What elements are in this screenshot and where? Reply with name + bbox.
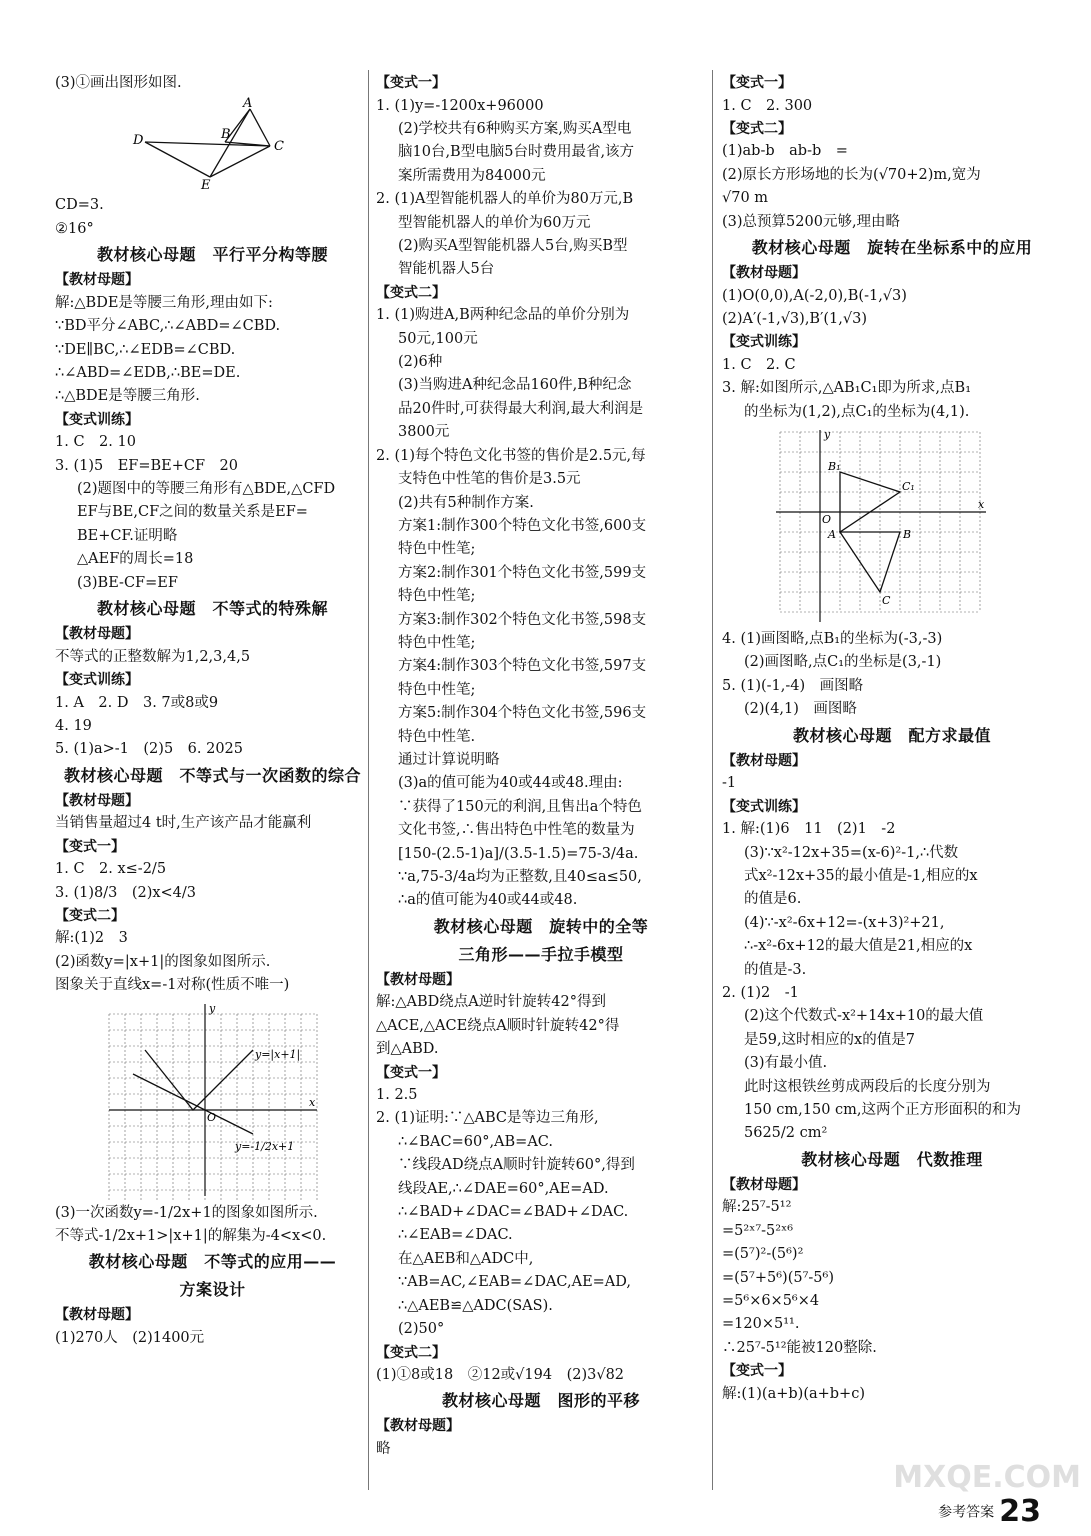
answer-line: =(5⁷+5⁶)(5⁷-5⁶) [722, 1269, 834, 1286]
answer-line: 此时这根铁丝剪成两段后的长度分别为 [744, 1078, 991, 1095]
answer-line: 150 cm,150 cm,这两个正方形面积的和为 [744, 1101, 1022, 1118]
answer-line: BE+CF.证明略 [77, 527, 178, 544]
answer-line: ∴△AEB≌△ADC(SAS). [398, 1297, 553, 1314]
answer-line: 50元,100元 [398, 330, 478, 347]
point-label-c: C [882, 594, 891, 608]
answer-line: 的值是6. [744, 891, 802, 908]
section-tag: 【变式训练】 [55, 672, 139, 688]
answer-line: 通过计算说明略 [398, 751, 500, 768]
answer-line: 的值是-3. [744, 961, 807, 978]
answer-line: 是59,这时相应的x的值是7 [744, 1031, 915, 1048]
answer-line: 品20件时,可获得最大利润,最大利润是 [398, 400, 644, 417]
answer-line: (2)(4,1) 画图略 [744, 701, 857, 718]
answer-line: 4. 19 [55, 717, 92, 734]
answer-line: 方案5:制作304个特色文化书签,596支 [398, 705, 647, 722]
answer-line: ∵a,75-3/4a均为正整数,且40≤a≤50, [398, 869, 642, 885]
point-label-c1: C₁ [902, 480, 915, 494]
section-tag: 【教材母题】 [722, 265, 806, 282]
point-label-b: B [221, 127, 231, 143]
answer-line: =5²ˣ⁷-5²ˣ⁶ [722, 1222, 794, 1239]
section-tag: 【变式二】 [722, 120, 792, 137]
answer-line: △AEF的周长=18 [77, 551, 194, 568]
section-tag: 【变式一】 [722, 1363, 792, 1380]
answer-line: 5625/2 cm² [744, 1125, 828, 1142]
answer-line: ∵DE∥BC,∴∠EDB=∠CBD. [55, 341, 236, 358]
answer-line: 1. 解:(1)6 11 (2)1 -2 [722, 821, 896, 838]
answer-line: 案所需费用为84000元 [398, 167, 546, 184]
answer-line: (1)O(0,0),A(-2,0),B(-1,√3) [722, 287, 907, 304]
answer-line: (2)原长方形场地的长为(√70+2)m,宽为 [722, 166, 981, 183]
axis-label-y: y [209, 1001, 216, 1015]
answer-line: 型智能机器人的单价为60万元 [398, 214, 591, 231]
answer-line: 解:△BDE是等腰三角形,理由如下: [55, 294, 273, 311]
answer-line: 不等式的正整数解为1,2,3,4,5 [55, 648, 251, 665]
answer-line: (2)购买A型智能机器人5台,购买B型 [398, 237, 628, 254]
section-heading: 教材核心母题 旋转中的全等 [433, 916, 649, 936]
answer-line: 智能机器人5台 [398, 261, 495, 278]
section-heading: 教材核心母题 不等式与一次函数的综合 [63, 765, 361, 785]
origin-label: O [822, 513, 832, 527]
answer-line: 3. (1)5 EF=BE+CF 20 [55, 457, 238, 474]
section-tag: 【变式一】 [722, 75, 792, 91]
answer-line: ∴∠EAB=∠DAC. [398, 1227, 513, 1244]
section-heading: 教材核心母题 代数推理 [801, 1149, 983, 1169]
answer-line: (3)①画出图形如图. [55, 75, 182, 91]
answer-line: ②16° [55, 220, 94, 237]
section-tag: 【变式训练】 [55, 411, 139, 428]
answer-line: (2)50° [398, 1321, 445, 1338]
answer-line: 2. (1)2 -1 [722, 984, 799, 1001]
answer-line: √70 m [722, 190, 769, 207]
point-label-b1: B₁ [828, 460, 841, 474]
axis-label-x: x [309, 1095, 316, 1109]
footer-label: 参考答案 [938, 1504, 995, 1521]
answer-line: ∴∠BAC=60°,AB=AC. [398, 1133, 553, 1150]
answer-line: 特色中性笔. [398, 728, 476, 745]
answer-line: 1. (1)购进A,B两种纪念品的单价分别为 [376, 307, 630, 324]
section-heading: 方案设计 [179, 1280, 246, 1300]
answer-line: (1)270人 (2)1400元 [55, 1329, 205, 1346]
point-label-d: D [133, 133, 144, 149]
answer-line: 文化书签,∴售出特色中性笔的数量为 [398, 822, 635, 839]
watermark-stamp: MXQE.COM [893, 1460, 1081, 1495]
answer-line: (3)BE-CF=EF [77, 574, 178, 591]
answer-line: ∴a的值可能为40或44或48. [398, 892, 578, 909]
answer-line: 不等式-1/2x+1>|x+1|的解集为-4<x<0. [55, 1228, 327, 1245]
answer-column-2 [376, 72, 706, 1461]
graph-label-abs: y=|x+1| [255, 1047, 301, 1061]
answer-line: (2)学校共有6种购买方案,购买A型电 [398, 120, 632, 137]
answer-line: 线段AE,∴∠DAE=60°,AE=AD. [398, 1180, 609, 1197]
answer-line: 4. (1)画图略,点B₁的坐标为(-3,-3) [722, 631, 943, 648]
answer-line: 式x²-12x+35的最小值是-1,相应的x [744, 867, 978, 884]
section-heading: 教材核心母题 配方求最值 [792, 725, 991, 745]
section-tag: 【变式二】 [376, 284, 446, 301]
answer-line: 1. (1)y=-1200x+96000 [376, 97, 544, 114]
answer-line: 特色中性笔; [398, 681, 476, 698]
answer-line: 1. C 2. 10 [55, 434, 136, 451]
section-tag: 【变式训练】 [722, 334, 806, 351]
answer-line: (3)∵x²-12x+35=(x-6)²-1,∴代数 [744, 844, 959, 861]
answer-line: 2. (1)每个特色文化书签的售价是2.5元,每 [376, 447, 646, 464]
answer-line: ∴∠BAD+∠DAC=∠BAD+∠DAC. [398, 1204, 629, 1221]
axis-label-x: x [978, 498, 985, 512]
answer-line: ∴25⁷-5¹²能被120整除. [722, 1339, 877, 1356]
section-heading: 教材核心母题 平行平分构等腰 [96, 245, 328, 265]
answer-line: EF与BE,CF之间的数量关系是EF= [77, 504, 308, 521]
answer-line: 特色中性笔; [398, 634, 476, 651]
point-label-e: E [201, 178, 211, 193]
answer-line: 解:25⁷-5¹² [722, 1199, 792, 1216]
origin-label: O [207, 1110, 217, 1124]
section-tag: 【教材母题】 [722, 752, 806, 769]
answer-line: △ACE,△ACE绕点A顺时针旋转42°得 [376, 1017, 620, 1034]
answer-line: 1. C 2. C [722, 356, 796, 373]
answer-line: ∴∠ABD=∠EDB,∴BE=DE. [55, 364, 241, 381]
answer-line: 支特色中性笔的售价是3.5元 [398, 471, 581, 488]
answer-line: 特色中性笔; [398, 588, 476, 605]
graph-label-line: y=-1/2x+1 [235, 1139, 295, 1153]
answer-line: (3)a的值可能为40或44或48.理由: [398, 775, 623, 792]
section-tag: 【变式一】 [376, 75, 446, 91]
answer-line: 2. (1)A型智能机器人的单价为80万元,B [376, 191, 634, 208]
answer-line: =(5⁷)²-(5⁶)² [722, 1246, 804, 1263]
answer-line: 解:(1)(a+b)(a+b+c) [722, 1385, 865, 1402]
triangle-figure [125, 97, 325, 192]
answer-line: [150-(2.5-1)a]/(3.5-1.5)=75-3/4a. [398, 845, 639, 862]
answer-line: 当销售量超过4 t时,生产该产品才能赢利 [55, 815, 312, 832]
answer-line: ∴△BDE是等腰三角形. [55, 388, 200, 405]
answer-line: (2)题图中的等腰三角形有△BDE,△CFD [77, 481, 336, 498]
section-tag: 【教材母题】 [376, 1418, 460, 1435]
page-footer [938, 1494, 1041, 1529]
section-tag: 【教材母题】 [55, 792, 139, 809]
column-divider-2 [712, 70, 713, 1490]
answer-line: 图象关于直线x=-1对称(性质不唯一) [55, 977, 290, 994]
answer-line: 1. C 2. 300 [722, 97, 813, 114]
section-tag: 【教材母题】 [55, 626, 139, 643]
answer-line: 2. (1)证明:∵△ABC是等边三角形, [376, 1110, 599, 1127]
answer-column-1 [55, 72, 370, 1350]
answer-line: ∵获得了150元的利润,且售出a个特色 [398, 798, 642, 815]
answer-line: 3. 解:如图所示,△AB₁C₁即为所求,点B₁ [722, 380, 972, 397]
answer-line: (3)总预算5200元够,理由略 [722, 213, 901, 230]
answer-line: (4)∵-x²-6x+12=-(x+3)²+21, [744, 914, 945, 931]
answer-line: 方案4:制作303个特色文化书签,597支 [398, 658, 647, 675]
answer-line: (3)当购进A种纪念品160件,B种纪念 [398, 377, 632, 394]
section-tag: 【变式一】 [376, 1064, 446, 1081]
answer-line: 3. (1)8/3 (2)x<4/3 [55, 884, 197, 901]
answer-line: 方案3:制作302个特色文化书签,598支 [398, 611, 647, 628]
point-label-a: A [828, 528, 836, 542]
answer-line: 特色中性笔; [398, 541, 476, 558]
answer-line: ∵AB=AC,∠EAB=∠DAC,AE=AD, [398, 1274, 631, 1291]
answer-line: =5⁶×6×5⁶×4 [722, 1292, 820, 1309]
section-heading: 教材核心母题 旋转在坐标系中的应用 [751, 238, 1033, 258]
answer-line: (2)这个代数式-x²+14x+10的最大值 [744, 1008, 984, 1025]
answer-line: (2)6种 [398, 354, 443, 371]
section-heading: 三角形——手拉手模型 [458, 944, 624, 964]
section-tag: 【教材母题】 [376, 971, 460, 988]
answer-line: (2)画图略,点C₁的坐标是(3,-1) [744, 654, 942, 671]
answer-line: =120×5¹¹. [722, 1316, 800, 1333]
answer-line: -1 [722, 775, 737, 792]
answer-line: ∵线段AD绕点A顺时针旋转60°,得到 [398, 1157, 635, 1174]
answer-line: 解:(1)2 3 [55, 930, 128, 947]
answer-line: (2)函数y=|x+1|的图象如图所示. [55, 953, 271, 970]
answer-line: 1. A 2. D 3. 7或8或9 [55, 694, 219, 711]
answer-column-3 [722, 72, 1062, 1406]
point-label-a: A [243, 97, 253, 112]
answer-line: (3)一次函数y=-1/2x+1的图象如图所示. [55, 1204, 318, 1221]
axis-label-y: y [824, 428, 831, 442]
coordinate-rotation-figure [772, 426, 992, 626]
answer-line: 略 [376, 1440, 391, 1457]
answer-line: 的坐标为(1,2),点C₁的坐标为(4,1). [744, 403, 970, 420]
answer-line: 1. 2.5 [376, 1087, 418, 1104]
answer-line: (2)A′(-1,√3),B′(1,√3) [722, 310, 867, 327]
answer-line: 解:△ABD绕点A逆时针旋转42°得到 [376, 994, 606, 1011]
answer-line: 1. C 2. x≤-2/5 [55, 861, 167, 878]
point-label-c: C [274, 139, 284, 155]
point-label-b: B [903, 528, 912, 542]
answer-line: CD=3. [55, 197, 104, 214]
section-heading: 教材核心母题 图形的平移 [441, 1391, 640, 1411]
section-tag: 【变式二】 [55, 907, 125, 924]
page-number: 23 [999, 1494, 1041, 1529]
section-tag: 【教材母题】 [55, 1307, 139, 1324]
section-tag: 【变式一】 [55, 838, 125, 855]
answer-line: 方案2:制作301个特色文化书签,599支 [398, 564, 647, 581]
answer-line: 5. (1)(-1,-4) 画图略 [722, 677, 864, 694]
answer-line: 脑10台,B型电脑5台时费用最省,该方 [398, 144, 635, 161]
answer-line: 到△ABD. [376, 1041, 439, 1058]
section-tag: 【教材母题】 [55, 272, 139, 289]
answer-line: 5. (1)a>-1 (2)5 6. 2025 [55, 741, 244, 758]
answer-line: (1)ab-b ab-b = [722, 143, 848, 160]
section-tag: 【变式训练】 [722, 798, 806, 815]
answer-line: 3800元 [398, 424, 450, 441]
section-tag: 【变式二】 [376, 1344, 446, 1361]
function-graph-figure [105, 1000, 325, 1200]
answer-line: (2)共有5种制作方案. [398, 494, 534, 511]
answer-line: 方案1:制作300个特色文化书签,600支 [398, 517, 647, 534]
section-heading: 教材核心母题 不等式的应用—— [88, 1252, 337, 1272]
section-tag: 【教材母题】 [722, 1176, 806, 1193]
answer-line: ∵BD平分∠ABC,∴∠ABD=∠CBD. [55, 318, 281, 335]
answer-line: (3)有最小值. [744, 1055, 828, 1072]
answer-line: 在△AEB和△ADC中, [398, 1250, 534, 1267]
answer-line: (1)①8或18 ②12或√194 (2)3√82 [376, 1367, 625, 1383]
section-heading: 教材核心母题 不等式的特殊解 [96, 599, 328, 619]
answer-line: ∴-x²-6x+12的最大值是21,相应的x [744, 938, 973, 955]
